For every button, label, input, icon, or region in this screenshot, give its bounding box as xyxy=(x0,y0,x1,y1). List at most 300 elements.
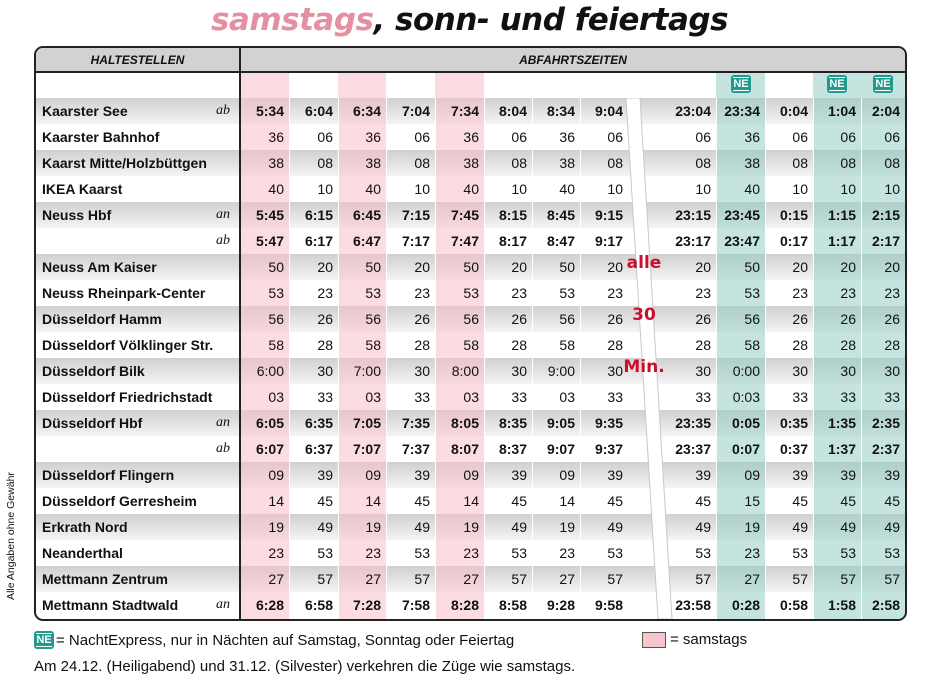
departure-time: 23:45 xyxy=(724,207,760,223)
departure-time: 7:28 xyxy=(352,597,381,613)
departure-time: 09 xyxy=(365,467,381,483)
departure-time: 8:07 xyxy=(450,441,479,457)
departure-time: 28 xyxy=(695,337,711,353)
departure-time: 5:34 xyxy=(255,103,284,119)
departure-time: 49 xyxy=(840,519,856,535)
departure-time: 6:34 xyxy=(352,103,381,119)
departure-time: 58 xyxy=(463,337,479,353)
departure-time: 03 xyxy=(463,389,479,405)
departure-time: 38 xyxy=(463,155,479,171)
departure-time: 39 xyxy=(695,467,711,483)
departure-time: 9:28 xyxy=(546,597,575,613)
page-title xyxy=(0,2,939,38)
departure-time: 2:17 xyxy=(871,233,900,249)
departure-time: 20 xyxy=(414,259,430,275)
departure-time: 7:15 xyxy=(401,207,430,223)
legend-ne-text: = NachtExpress, nur in Nächten auf Samstag, Sonntag oder Feiertag xyxy=(56,631,515,649)
departure-time: 33 xyxy=(884,389,900,405)
stop-name: Düsseldorf Hamm xyxy=(42,311,162,327)
departure-time: 03 xyxy=(365,389,381,405)
title-rest: , sonn- und feiertags xyxy=(373,2,729,38)
departure-time: 06 xyxy=(884,129,900,145)
departure-time: 49 xyxy=(414,519,430,535)
departure-time: 53 xyxy=(607,545,623,561)
departure-time: 6:15 xyxy=(304,207,333,223)
departure-time: 38 xyxy=(559,155,575,171)
departure-time: 08 xyxy=(840,155,856,171)
departure-time: 28 xyxy=(317,337,333,353)
departure-time: 26 xyxy=(607,311,623,327)
departure-time: 2:37 xyxy=(871,441,900,457)
departure-time: 0:15 xyxy=(779,207,808,223)
departure-time: 53 xyxy=(463,285,479,301)
departure-time: 30 xyxy=(695,363,711,379)
departure-time: 0:28 xyxy=(731,597,760,613)
departure-time: 36 xyxy=(365,129,381,145)
stop-direction: an xyxy=(216,415,230,430)
departure-time: 1:35 xyxy=(827,415,856,431)
departure-time: 33 xyxy=(840,389,856,405)
departure-time: 08 xyxy=(511,155,527,171)
departure-time: 08 xyxy=(607,155,623,171)
departure-time: 38 xyxy=(268,155,284,171)
stop-name: Düsseldorf Bilk xyxy=(42,363,145,379)
departure-time: 53 xyxy=(511,545,527,561)
departure-time: 57 xyxy=(840,571,856,587)
departure-time: 23 xyxy=(463,545,479,561)
departure-time: 45 xyxy=(695,493,711,509)
departure-time: 0:03 xyxy=(732,389,760,405)
departure-time: 45 xyxy=(884,493,900,509)
departure-time: 26 xyxy=(884,311,900,327)
departure-time: 1:58 xyxy=(827,597,856,613)
departure-time: 14 xyxy=(268,493,284,509)
stop-name: Düsseldorf Völklinger Str. xyxy=(42,337,214,353)
departure-time: 23:47 xyxy=(724,233,760,249)
departure-time: 39 xyxy=(414,467,430,483)
departure-time: 40 xyxy=(559,181,575,197)
stop-name: Erkrath Nord xyxy=(42,519,128,535)
departure-time: 45 xyxy=(414,493,430,509)
departure-time: 33 xyxy=(695,389,711,405)
departure-time: 40 xyxy=(268,181,284,197)
departure-time: 10 xyxy=(511,181,527,197)
departure-time: 56 xyxy=(744,311,760,327)
departure-time: 2:15 xyxy=(871,207,900,223)
departure-time: 30 xyxy=(511,363,527,379)
departure-time: 26 xyxy=(317,311,333,327)
departure-time: 1:04 xyxy=(827,103,856,119)
departure-time: 56 xyxy=(268,311,284,327)
departure-time: 53 xyxy=(365,285,381,301)
departure-time: 08 xyxy=(695,155,711,171)
departure-time: 50 xyxy=(559,259,575,275)
departure-time: 57 xyxy=(414,571,430,587)
departure-time: 9:15 xyxy=(594,207,623,223)
interval-text-min: Min. xyxy=(623,357,665,377)
interval-text-alle: alle xyxy=(626,253,662,273)
departure-time: 7:58 xyxy=(401,597,430,613)
departure-time: 33 xyxy=(414,389,430,405)
departure-time: 23:35 xyxy=(675,415,711,431)
departure-time: 10 xyxy=(414,181,430,197)
stop-name: Düsseldorf Hbf xyxy=(42,415,143,431)
departure-time: 23:34 xyxy=(724,103,760,119)
departure-time: 49 xyxy=(511,519,527,535)
departure-time: 9:37 xyxy=(594,441,623,457)
departure-time: 8:28 xyxy=(450,597,479,613)
departure-time: 57 xyxy=(511,571,527,587)
departure-time: 10 xyxy=(317,181,333,197)
stop-direction: ab xyxy=(216,103,230,118)
departure-time: 28 xyxy=(840,337,856,353)
departure-time: 53 xyxy=(268,285,284,301)
departure-time: 8:35 xyxy=(498,415,527,431)
departure-time: 8:45 xyxy=(546,207,575,223)
departure-time: 53 xyxy=(884,545,900,561)
departure-time: 5:45 xyxy=(255,207,284,223)
departure-time: 23:04 xyxy=(675,103,711,119)
departure-time: 58 xyxy=(365,337,381,353)
departure-time: 10 xyxy=(695,181,711,197)
departure-time: 20 xyxy=(317,259,333,275)
departure-time: 27 xyxy=(463,571,479,587)
legend-samstags xyxy=(642,631,747,648)
stop-name: IKEA Kaarst xyxy=(42,181,123,197)
departure-time: 53 xyxy=(744,285,760,301)
departure-time: 39 xyxy=(884,467,900,483)
departure-time: 28 xyxy=(607,337,623,353)
departure-time: 8:34 xyxy=(546,103,575,119)
departure-time: 7:34 xyxy=(450,103,479,119)
header-departures: ABFAHRTSZEITEN xyxy=(241,48,905,73)
departure-time: 23 xyxy=(559,545,575,561)
departure-time: 06 xyxy=(607,129,623,145)
departure-time: 6:28 xyxy=(255,597,284,613)
departure-time: 7:37 xyxy=(401,441,430,457)
stop-direction: ab xyxy=(216,441,230,456)
departure-time: 30 xyxy=(840,363,856,379)
departure-time: 9:00 xyxy=(547,363,575,379)
departure-time: 06 xyxy=(317,129,333,145)
departure-time: 0:37 xyxy=(779,441,808,457)
departure-time: 33 xyxy=(317,389,333,405)
departure-time: 6:58 xyxy=(304,597,333,613)
departure-time: 1:15 xyxy=(827,207,856,223)
stop-direction: an xyxy=(216,207,230,222)
departure-time: 8:37 xyxy=(498,441,527,457)
departure-time: 23 xyxy=(792,285,808,301)
departure-time: 36 xyxy=(744,129,760,145)
departure-time: 45 xyxy=(840,493,856,509)
departure-time: 53 xyxy=(317,545,333,561)
stop-name: Neuss Am Kaiser xyxy=(42,259,157,275)
departure-time: 9:04 xyxy=(594,103,623,119)
departure-time: 08 xyxy=(414,155,430,171)
departure-time: 39 xyxy=(792,467,808,483)
departure-time: 56 xyxy=(365,311,381,327)
stop-name: Neuss Rheinpark-Center xyxy=(42,285,206,301)
departure-time: 57 xyxy=(317,571,333,587)
departure-time: 23:15 xyxy=(675,207,711,223)
departure-time: 23 xyxy=(414,285,430,301)
departure-time: 38 xyxy=(744,155,760,171)
departure-time: 23 xyxy=(607,285,623,301)
departure-time: 6:45 xyxy=(352,207,381,223)
stop-name: Kaarster Bahnhof xyxy=(42,129,160,145)
departure-time: 8:15 xyxy=(498,207,527,223)
departure-time: 28 xyxy=(792,337,808,353)
departure-time: 0:07 xyxy=(731,441,760,457)
departure-time: 7:45 xyxy=(450,207,479,223)
departure-time: 2:04 xyxy=(871,103,900,119)
departure-time: 6:04 xyxy=(304,103,333,119)
departure-time: 8:47 xyxy=(546,233,575,249)
departure-time: 7:05 xyxy=(352,415,381,431)
departure-time: 14 xyxy=(559,493,575,509)
departure-time: 6:07 xyxy=(255,441,284,457)
departure-time: 57 xyxy=(607,571,623,587)
departure-time: 20 xyxy=(607,259,623,275)
departure-time: 8:00 xyxy=(451,363,479,379)
ne-icon: NE xyxy=(827,75,847,93)
departure-time: 2:58 xyxy=(871,597,900,613)
departure-time: 50 xyxy=(744,259,760,275)
departure-time: 20 xyxy=(511,259,527,275)
stop-name: Mettmann Stadtwald xyxy=(42,597,179,613)
departure-time: 28 xyxy=(414,337,430,353)
legend-note: Am 24.12. (Heiligabend) und 31.12. (Silvester) verkehren die Züge wie samstags. xyxy=(34,658,576,675)
departure-time: 9:17 xyxy=(594,233,623,249)
departure-time: 0:04 xyxy=(779,103,808,119)
departure-time: 36 xyxy=(268,129,284,145)
departure-time: 49 xyxy=(792,519,808,535)
timetable xyxy=(34,46,907,621)
departure-time: 28 xyxy=(511,337,527,353)
departure-time: 49 xyxy=(884,519,900,535)
departure-time: 8:17 xyxy=(498,233,527,249)
departure-time: 36 xyxy=(463,129,479,145)
departure-time: 27 xyxy=(268,571,284,587)
departure-time: 23:17 xyxy=(675,233,711,249)
departure-time: 53 xyxy=(792,545,808,561)
departure-time: 7:07 xyxy=(352,441,381,457)
departure-time: 10 xyxy=(840,181,856,197)
departure-time: 23 xyxy=(884,285,900,301)
departure-time: 58 xyxy=(744,337,760,353)
departure-time: 20 xyxy=(840,259,856,275)
departure-time: 06 xyxy=(511,129,527,145)
departure-time: 49 xyxy=(607,519,623,535)
departure-time: 40 xyxy=(744,181,760,197)
departure-time: 23 xyxy=(317,285,333,301)
departure-time: 0:05 xyxy=(731,415,760,431)
departure-time: 39 xyxy=(317,467,333,483)
departure-time: 33 xyxy=(607,389,623,405)
departure-time: 9:35 xyxy=(594,415,623,431)
departure-time: 27 xyxy=(365,571,381,587)
stop-name: Mettmann Zentrum xyxy=(42,571,168,587)
departure-time: 5:47 xyxy=(255,233,284,249)
departure-time: 49 xyxy=(695,519,711,535)
departure-time: 7:04 xyxy=(401,103,430,119)
departure-time: 50 xyxy=(268,259,284,275)
ne-icon: NE xyxy=(34,631,54,649)
departure-time: 06 xyxy=(840,129,856,145)
departure-time: 20 xyxy=(695,259,711,275)
departure-time: 27 xyxy=(744,571,760,587)
legend-nachtexpress xyxy=(34,631,514,649)
departure-time: 0:35 xyxy=(779,415,808,431)
departure-time: 58 xyxy=(268,337,284,353)
stop-name: Düsseldorf Gerresheim xyxy=(42,493,197,509)
departure-time: 0:17 xyxy=(779,233,808,249)
departure-time: 30 xyxy=(607,363,623,379)
stop-name: Neanderthal xyxy=(42,545,123,561)
departure-time: 26 xyxy=(792,311,808,327)
departure-time: 53 xyxy=(840,545,856,561)
departure-time: 10 xyxy=(884,181,900,197)
departure-time: 09 xyxy=(744,467,760,483)
legend-sat-text: = samstags xyxy=(670,631,748,648)
departure-time: 1:17 xyxy=(827,233,856,249)
departure-time: 53 xyxy=(559,285,575,301)
departure-time: 30 xyxy=(792,363,808,379)
departure-time: 58 xyxy=(559,337,575,353)
departure-time: 7:47 xyxy=(450,233,479,249)
departure-time: 19 xyxy=(268,519,284,535)
departure-time: 39 xyxy=(511,467,527,483)
departure-time: 23 xyxy=(695,285,711,301)
departure-time: 50 xyxy=(463,259,479,275)
departure-time: 57 xyxy=(884,571,900,587)
departure-time: 6:00 xyxy=(256,363,284,379)
departure-time: 23 xyxy=(511,285,527,301)
departure-time: 2:35 xyxy=(871,415,900,431)
ne-icon: NE xyxy=(873,75,893,93)
departure-time: 26 xyxy=(695,311,711,327)
departure-time: 27 xyxy=(559,571,575,587)
departure-time: 36 xyxy=(559,129,575,145)
departure-time: 53 xyxy=(695,545,711,561)
departure-time: 56 xyxy=(463,311,479,327)
departure-time: 0:00 xyxy=(732,363,760,379)
departure-time: 14 xyxy=(365,493,381,509)
departure-time: 10 xyxy=(792,181,808,197)
departure-time: 08 xyxy=(317,155,333,171)
departure-time: 57 xyxy=(792,571,808,587)
departure-time: 8:04 xyxy=(498,103,527,119)
stop-direction: an xyxy=(216,597,230,612)
departure-time: 30 xyxy=(317,363,333,379)
departure-time: 23 xyxy=(744,545,760,561)
departure-time: 7:00 xyxy=(353,363,381,379)
departure-time: 38 xyxy=(365,155,381,171)
departure-time: 39 xyxy=(840,467,856,483)
departure-time: 6:35 xyxy=(304,415,333,431)
departure-time: 26 xyxy=(511,311,527,327)
departure-time: 09 xyxy=(559,467,575,483)
departure-time: 23:58 xyxy=(675,597,711,613)
stop-direction: ab xyxy=(216,233,230,248)
interval-text-30: 30 xyxy=(632,305,656,325)
departure-time: 50 xyxy=(365,259,381,275)
departure-time: 56 xyxy=(559,311,575,327)
departure-time: 14 xyxy=(463,493,479,509)
departure-time: 30 xyxy=(884,363,900,379)
departure-time: 06 xyxy=(792,129,808,145)
stop-name: Kaarst Mitte/Holzbüttgen xyxy=(42,155,207,171)
departure-time: 49 xyxy=(317,519,333,535)
departure-time: 39 xyxy=(607,467,623,483)
stop-name: Düsseldorf Friedrichstadt xyxy=(42,389,213,405)
departure-time: 33 xyxy=(511,389,527,405)
header-stops: HALTESTELLEN xyxy=(36,48,241,73)
departure-time: 26 xyxy=(840,311,856,327)
departure-time: 28 xyxy=(884,337,900,353)
departure-time: 20 xyxy=(792,259,808,275)
departure-time: 8:58 xyxy=(498,597,527,613)
departure-time: 6:37 xyxy=(304,441,333,457)
departure-time: 09 xyxy=(268,467,284,483)
departure-time: 23 xyxy=(840,285,856,301)
departure-time: 6:47 xyxy=(352,233,381,249)
departure-time: 30 xyxy=(414,363,430,379)
departure-time: 0:58 xyxy=(779,597,808,613)
departure-time: 45 xyxy=(792,493,808,509)
departure-time: 03 xyxy=(268,389,284,405)
stop-name: Düsseldorf Flingern xyxy=(42,467,175,483)
departure-time: 57 xyxy=(695,571,711,587)
departure-time: 08 xyxy=(792,155,808,171)
departure-time: 7:17 xyxy=(401,233,430,249)
departure-time: 19 xyxy=(463,519,479,535)
samstags-swatch xyxy=(642,632,666,648)
departure-time: 45 xyxy=(607,493,623,509)
departure-time: 15 xyxy=(744,493,760,509)
stop-name: Neuss Hbf xyxy=(42,207,112,223)
departure-time: 9:07 xyxy=(546,441,575,457)
departure-time: 19 xyxy=(744,519,760,535)
departure-time: 6:05 xyxy=(255,415,284,431)
departure-time: 6:17 xyxy=(304,233,333,249)
departure-time: 06 xyxy=(695,129,711,145)
departure-time: 19 xyxy=(365,519,381,535)
title-samstags: samstags xyxy=(210,2,374,38)
departure-time: 45 xyxy=(511,493,527,509)
departure-time: 23:37 xyxy=(675,441,711,457)
stop-name: Kaarster See xyxy=(42,103,128,119)
departure-time: 1:37 xyxy=(827,441,856,457)
departure-time: 53 xyxy=(414,545,430,561)
departure-time: 40 xyxy=(365,181,381,197)
departure-time: 9:05 xyxy=(546,415,575,431)
departure-time: 9:58 xyxy=(594,597,623,613)
departure-time: 19 xyxy=(559,519,575,535)
departure-time: 45 xyxy=(317,493,333,509)
departure-time: 10 xyxy=(607,181,623,197)
departure-time: 33 xyxy=(792,389,808,405)
departure-time: 06 xyxy=(414,129,430,145)
departure-time: 09 xyxy=(463,467,479,483)
departure-time: 26 xyxy=(414,311,430,327)
departure-time: 7:35 xyxy=(401,415,430,431)
departure-time: 20 xyxy=(884,259,900,275)
departure-time: 23 xyxy=(365,545,381,561)
departure-time: 08 xyxy=(884,155,900,171)
departure-time: 03 xyxy=(559,389,575,405)
disclaimer-note: Alle Angaben ohne Gewähr xyxy=(5,472,17,600)
